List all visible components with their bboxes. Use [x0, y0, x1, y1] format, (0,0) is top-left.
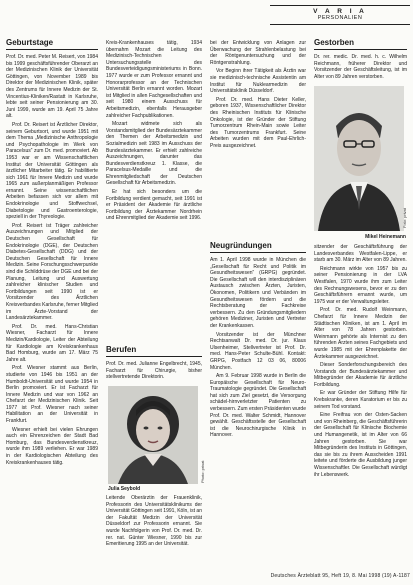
article-paragraph: Mozart widmete sich als Vorstandsmitglied der Bundesärztekammer den Themen der Arbeitsmedizin und Sozialmedizin seit 1983 im Ausschuss der Bundesärztekammer. Er erhielt zahlreiche Auszeichnungen, darunter das Bundesverdienstkreuz 1. Klasse, die Paracelsus-Medaille und die Ehrenmitgliedschaft der Deutschen Gesellschaft für Arbeitsmedizin. — [106, 121, 202, 187]
column-2-top — [106, 40, 202, 340]
article-paragraph: Am 9. Februar 1998 wurde in Berlin die Europäische Gesellschaft für Neuro-Traumatologie gegründet. Die Gesellschaft hat sich zum Ziel gesetzt, die Versorgung schädel-hirnverletzter Patienten zu verbessern. Zum ersten Präsidenten wurde Prof. Dr. med. Walter Schmidt, Hannover gewählt. Geschäftsstelle der Gesellschaft ist die Neurochirurgische Klinik in Hannover. — [210, 373, 306, 439]
column-1 — [6, 54, 98, 566]
masthead-rule-bottom — [270, 24, 410, 25]
heading-geburtstage: Geburtstage — [6, 38, 98, 50]
article-paragraph: Er war Gründer der Stiftung Hilfe für Krebskranke, deren Kuratorium er bis zu seinem Tod vorstand. — [314, 390, 407, 410]
caption-man: Mikel Heinemann — [365, 234, 406, 240]
article-paragraph: Prof. Dr. med. Julianne Engelbrecht, 1945, Facharzt für Chirurgie, bisher stellvertretende Direktorin. — [106, 361, 202, 381]
article-paragraph: Eine Freifrau von der Osten-Sacken und von Rheinberg, die Geschäftsführerin der Gesellschaft für Klinische Biochemie und Humangenetik, ist im Alter von 66 Jahren gestorben. Sie war Mitbegründerin des Instituts in Göttingen, das sie bis zu ihrem Ausscheiden 1991 leitete und förderte die Ausbildung junger Wissenschaftler. Die Gesellschaft würdigt ihr Lebenswerk. — [314, 412, 407, 478]
column-2-bottom — [106, 495, 202, 567]
section-kicker: V A R I A — [313, 8, 367, 15]
article-paragraph: Prof. Dr. Reisert ist Ärztlicher Direktor, seinem Geburtsort, und wurde 1951 mit dem Thema „Medizinische Anthropologie und Psychopathologie im Werk von Paracelsus“ zum Dr. med. promoviert. Ab 1953 war er am Wissenschaftlichen Institut der Universität Göttingen als ärztlicher Mitarbeiter tätig. Er habilitierte sich 1961 für Innere Medizin und wurde 1965 zum außerplanmäßigen Professor ernannt. Seine wissenschaftlichen Arbeiten befassen sich vor allem mit Endokrinologie und Stoffwechsel, Diabetologie und Gastroenterologie, speziell in der Thyreologie. — [6, 121, 98, 221]
article-paragraph: bei der Entwicklung von Anlagen zur Überwachung der Strahlenbelastung bei der Röntgenuntersuchung und der Röntgenstrahlung. — [210, 40, 306, 66]
heading-gestorben: Gestorben — [314, 38, 407, 50]
article-paragraph: Prof. Dr. med. Rudolf Weinmann, Chefarzt für Innere Medizin der Städtischen Kliniken, ist am 1. April im Alter von 78 Jahren gestorben. Weinmann gehörte als Internist zu den führenden Ärzten seines Fachgebiets und wurde 1985 mit der Ehrenplakette der Ärztekammer ausgezeichnet. — [314, 307, 407, 360]
heading-berufen: Berufen — [106, 345, 202, 357]
article-paragraph: Kreis-Krankenhauses tätig, 1934 übernahm Mozart die Leitung des Medizinisch-Technischen Untersuchungsstelle des Bundesverteidigungsministeriums in Bonn. 1977 wurde er zum Professor ernannt und Honorarprofessor an der Technischen Universität Berlin ernannt worden. Mozart ist Mitglied in allen Fachgesellschaften und seit 1980 einem Ausschuss für Arbeitsmedizin, ebenfalls Herausgeber zahlreicher Fachpublikationen. — [106, 40, 202, 119]
heading-neugruendungen: Neugründungen — [210, 241, 306, 253]
portrait-woman-icon — [108, 386, 198, 484]
article-paragraph: Reichmann wirkte von 1957 bis zu seiner Pensionierung in der LVA Westfalen, 1970 wurde ihm zum Leiter des Rechnungswesens, bevor er zu den Geschäftsführern ernannt wurde, um 1975 war er der Verwaltungsleiter. — [314, 265, 407, 305]
article-paragraph: Leitende Oberärztin der Frauenklinik, Professorin des Universitätsklinikums der Universität Göttingen seit 1991, Köln, ist an der Fakultät Medizin der Universität Düsseldorf zur Professorin ernannt. Sie wurde Nachfolgerin von Prof. Dr. med. Dr. rer. nat. Günter Wiesner, 1990 bis zur Emeritierung 1995 an der Universität. — [106, 495, 202, 548]
masthead — [270, 3, 410, 27]
photo-credit-man: Foto: privat — [402, 207, 407, 228]
column-4-top — [314, 54, 407, 80]
section-title: PERSONALIEN — [317, 15, 363, 21]
article-paragraph: Vor Beginn ihrer Tätigkeit als Ärztin war sie medizinisch-technische Assistentin am Institut für Nuklearmedizin der Universitätsklinik Düsseldorf. — [210, 68, 306, 95]
portrait-man-icon — [314, 86, 404, 231]
column-2-berufen — [106, 361, 202, 381]
masthead-rule-top — [270, 5, 410, 6]
article-paragraph: Prof. Reisert ist Träger zahlreicher Auszeichnungen und Mitglied der Deutschen Gesellschaft für Endokrinologie (DGE), der Deutschen Diabetes-Gesellschaft (DDG) und der Deutschen Gesellschaft für Innere Medizin. Seine Forschungsschwerpunkte sind die Schilddrüse der DGE und bei der Planung, Leitung und Auswertung zahlreicher klinischer Studien und Fortbildungen seit 1990 ist er Vorsitzender des Ärztlichen Kreisverbandes Karlsruhe, ferner Mitglied im Ärzte-Vorstand der Landesärztekammer. — [6, 222, 98, 322]
column-4-bottom — [314, 244, 407, 566]
caption-woman: Julia Seybold — [108, 486, 141, 492]
article-paragraph: Prof. Dr. med. Hans-Christian Wiesner, Facharzt für Innere Medizin/Kardiologie, Leiter der Abteilung für Kardiologie am Kreiskrankenhaus Bad Homburg, wurde am 17. März 75 Jahre alt. — [6, 323, 98, 363]
column-3-top — [210, 40, 306, 236]
column-3-bottom — [210, 257, 306, 565]
photo-credit-woman: Photo: privat — [200, 460, 205, 483]
article-paragraph: Er hat sich besonders um die Fortbildung verdient gemacht, seit 1991 ist er Präsident der Akademie für ärztliche Fortbildung der Ärztekammer Nordrhein und Ehrenmitglied der Akademie seit 1996. — [106, 189, 202, 222]
article-paragraph: Prof. Wiesner stammt aus Berlin, studierte von 1946 bis 1951 an der Humboldt-Universität und wurde 1954 in Berlin promoviert. Er ist Facharzt für Innere Medizin und war von 1962 an Chefarzt der Medizinischen Klinik. Seit 1977 ist Prof. Wiesner nach seiner Habilitation an der Universität in Frankfurt. — [6, 365, 98, 425]
article-paragraph: Dieser Sonderforschungsbereich des Vorstands der Bundesärztekammer und Mitbegründer der Akademie für ärztliche Fortbildung. — [314, 362, 407, 388]
article-paragraph: Prof. Dr. med. Peter M. Reisert, von 1984 bis 1999 geschäftsführender Oberarzt an der Medizinischen Klinik der Universität Göttingen, von November 1989 bis Direktor der Medizinischen Klinik, später des Zentrums für Innere Medizin der St. Vincentius-Kliniken/Rastatt in Karlsruhe, lebte seit seiner Pensionierung am 30. Juni 1999, wurde am 19. April 75 Jahre alt. — [6, 54, 98, 120]
article-paragraph: Vorsitzender ist der Münchner Rechtsanwalt Dr. med. Dr. jur. Klaus Ulsenheimer, Stellvertreter ist Prof. Dr. med. Hans-Peter Schulte-Bühl. Kontakt: GRPG, Postfach 12 03 06, 80006 München. — [210, 331, 306, 371]
article-paragraph: Prof. Dr. med. Hans Dieter Keller, geboren 1937, Wissenschaftlicher Direktor des Rheinischen Instituts für Klinische Onkologie, ist der Gründer der Stiftung Tumorzentrum Rhein-Main sowie Leiter des Tumorzentrums Frankfurt. Seine Arbeiten wurden mit dem Paul-Ehrlich-Preis ausgezeichnet. — [210, 96, 306, 149]
portrait-woman-photo — [108, 386, 198, 484]
article-paragraph: Am 1. April 1998 wurde in München die „Gesellschaft für Recht und Politik im Gesundheitswesen“ (GRPG) gegründet. Die Gesellschaft will den interdisziplinären Austausch zwischen Ärzten, Juristen, Ökonomen, Politikern und Verbänden im Gesundheitswesen fördern und die Rechtsberatung der Fachkreise verbessern. Zu den Gründungsmitgliedern gehören Mediziner, Juristen und Vertreter der Krankenkassen. — [210, 257, 306, 329]
portrait-man-photo — [314, 86, 404, 231]
article-paragraph: sitzender der Geschäftsführung der Landesverbandes Westfalen-Lippe, er starb am 30. März im Alter von 89 Jahren. — [314, 244, 407, 264]
page-footer: Deutsches Ärzteblatt 95, Heft 19, 8. Mai 1998 (19) A-1187 — [270, 573, 410, 579]
article-paragraph: Wiesner erhielt bei vielen Ehrungen auch ein Ehrenzeichen der Stadt Bad Homburg, das Bundesverdienstkreuz, wurde ihm 1989 verliehen. Er war 1989 in der Kardiologischen Abteilung des Kreiskrankenhauses tätig. — [6, 426, 98, 466]
article-paragraph: Dr. rer. medic. Dr. med. h. c. Wilhelm Reichmann, früherer Direktor und Vorsitzender der Geschäftsleitung, ist im Alter von 89 Jahren verstorben. — [314, 54, 407, 80]
